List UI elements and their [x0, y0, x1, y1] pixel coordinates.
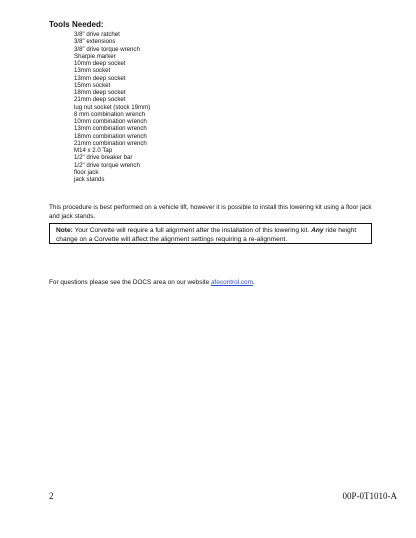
tool-item: 18mm deep socket	[74, 89, 126, 96]
tool-item: floor jack	[74, 168, 99, 176]
note-label: Note:	[56, 227, 73, 234]
tool-item: 13mm deep socket	[74, 74, 126, 82]
tool-item: M14 x 2.0 Tap	[74, 147, 113, 154]
tool-item: 8 mm combination wrench	[74, 110, 146, 118]
tool-item: 13mm combination wrench	[74, 125, 147, 133]
procedure-paragraph: This procedure is best performed on a vehicle lift, however it is possible to install this lowering kit using a floor jack and jack stands.	[49, 204, 372, 220]
page-number: 2	[49, 491, 54, 501]
alignment-note-box	[49, 223, 372, 244]
tool-item: jack stands	[74, 176, 105, 183]
tool-item: 1/2" drive breaker bar	[74, 154, 133, 162]
note-emphasis: Any	[311, 227, 324, 234]
website-link[interactable]: afecontrol.com	[211, 279, 253, 286]
tool-item: 10mm combination wrench	[74, 118, 147, 125]
note-text-before: Your Corvette will require a full alignment after the installation of this lowering kit.	[72, 227, 312, 234]
tool-item: 15mm socket	[74, 81, 111, 89]
tool-item: Sharpie marker	[74, 52, 116, 60]
tool-item: 21mm deep socket	[74, 96, 126, 104]
tool-item: 1/2" drive torque wrench	[74, 161, 140, 169]
tool-item: 3/8" drive ratchet	[74, 31, 120, 38]
tools-heading: Tools Needed:	[49, 20, 104, 29]
tool-item: 3/8" drive torque wrench	[74, 45, 140, 53]
questions-text: For questions please see the DOCS area on our website	[49, 279, 211, 286]
tool-item: 13mm socket	[74, 67, 111, 75]
tool-item: 18mm combination wrench	[74, 132, 147, 140]
tool-item: lug nut socket (stock 19mm)	[74, 103, 151, 111]
document-code: 00P-0T1010-A	[342, 491, 397, 501]
questions-paragraph	[49, 278, 255, 287]
note-text-after: ride height change on a Corvette will affect the alignment settings requiring a re-alignment.	[56, 227, 357, 243]
tools-list	[74, 31, 150, 183]
tool-item: 10mm deep socket	[74, 60, 126, 67]
tool-item: 21mm combination wrench	[74, 139, 147, 147]
questions-end: .	[252, 279, 255, 286]
tool-item: 3/8" extensions	[74, 38, 116, 46]
